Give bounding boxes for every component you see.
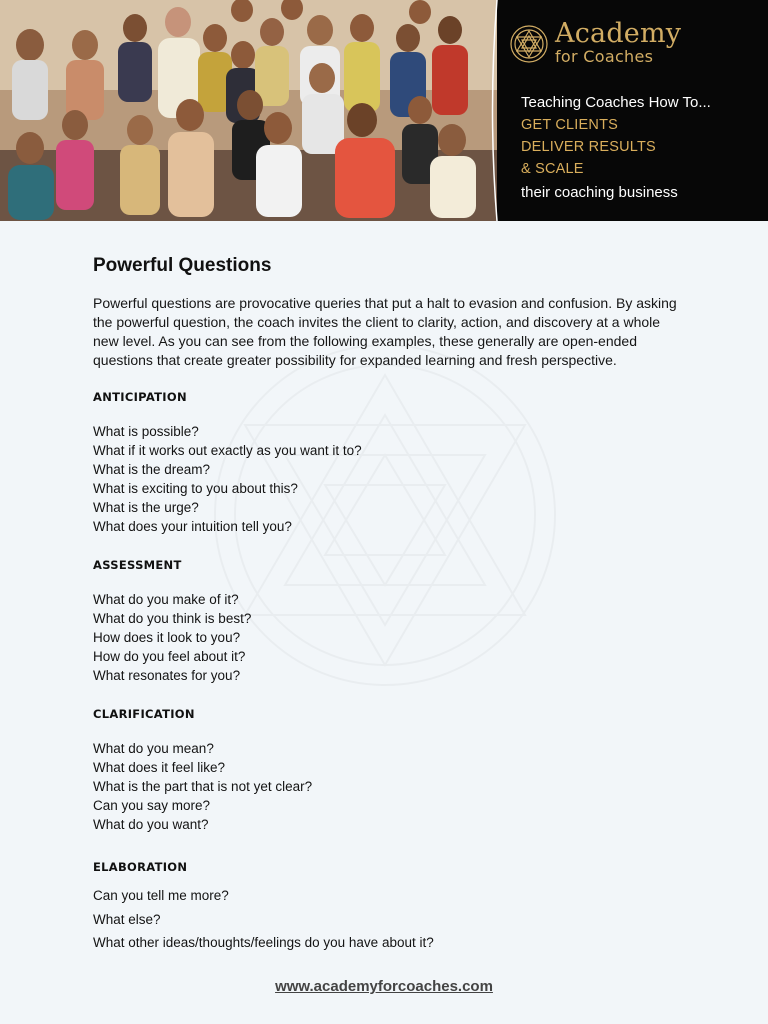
tagline-item: DELIVER RESULTS	[521, 139, 656, 155]
question-item: What does it feel like?	[93, 760, 226, 775]
section-heading-clarification: CLARIFICATION	[93, 707, 195, 721]
website-link[interactable]: www.academyforcoaches.com	[275, 978, 493, 995]
question-item: How do you feel about it?	[93, 649, 246, 664]
tagline-item: & SCALE	[521, 161, 584, 177]
logo-title: Academy	[555, 18, 682, 49]
question-item: What if it works out exactly as you want it to?	[93, 443, 362, 458]
question-item: What else?	[93, 912, 161, 927]
section-heading-assessment: ASSESSMENT	[93, 558, 182, 572]
question-item: What resonates for you?	[93, 668, 241, 683]
question-item: What is possible?	[93, 424, 199, 439]
question-item: Can you say more?	[93, 798, 211, 813]
logo-subtitle: for Coaches	[555, 47, 654, 66]
question-item: What is the part that is not yet clear?	[93, 779, 313, 794]
question-item: What is exciting to you about this?	[93, 481, 298, 496]
header-banner	[0, 0, 768, 221]
question-item: What is the dream?	[93, 462, 211, 477]
section-heading-anticipation: ANTICIPATION	[93, 390, 187, 404]
question-item: What do you mean?	[93, 741, 214, 756]
tagline-intro: Teaching Coaches How To...	[521, 94, 711, 111]
question-item: What do you make of it?	[93, 592, 239, 607]
question-item: Can you tell me more?	[93, 888, 229, 903]
question-item: What do you want?	[93, 817, 209, 832]
question-item: What do you think is best?	[93, 611, 252, 626]
intro-paragraph: Powerful questions are provocative queries that put a halt to evasion and confusion. By asking the powerful question, the coach invites the client to clarity, action, and discovery at a whole new level. As you can see from the following examples, these generally are open-ended questions that create greater possibility for expanded learning and fresh perspective.	[93, 295, 677, 368]
page-title: Powerful Questions	[93, 255, 272, 276]
section-heading-elaboration: ELABORATION	[93, 860, 188, 874]
question-item: How does it look to you?	[93, 630, 241, 645]
question-item: What does your intuition tell you?	[93, 519, 292, 534]
tagline-item: GET CLIENTS	[521, 117, 619, 133]
question-item: What is the urge?	[93, 500, 199, 515]
question-item: What other ideas/thoughts/feelings do you have about it?	[93, 935, 434, 950]
logo-mandala-icon	[509, 22, 549, 66]
tagline-outro: their coaching business	[521, 184, 678, 201]
